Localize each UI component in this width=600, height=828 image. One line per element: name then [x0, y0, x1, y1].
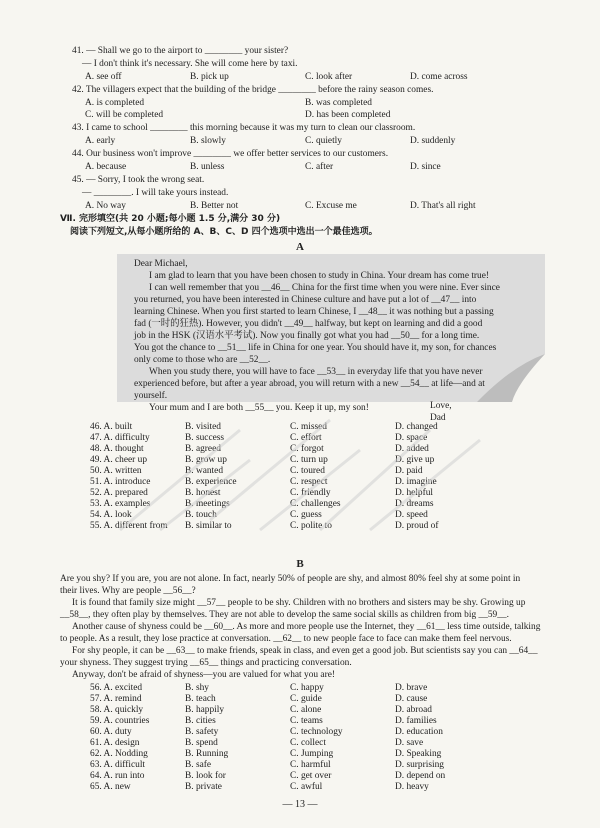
letter-line: When you study there, you will have to face __53__ in everyday life that you have never — [149, 367, 483, 377]
option: C. forgot — [290, 444, 324, 454]
option: D. changed — [395, 422, 438, 432]
option: A. is completed — [85, 98, 145, 108]
option: C. quietly — [305, 136, 342, 146]
option: D. heavy — [395, 782, 429, 792]
option: B. private — [185, 782, 222, 792]
option: 59. A. countries — [90, 716, 150, 726]
letter-line: experienced before, but after a year abroad, you will return with a new __54__ at life—and at — [134, 379, 485, 389]
option: D. Speaking — [395, 749, 442, 759]
option: 50. A. written — [90, 466, 142, 476]
option: C. technology — [290, 727, 343, 737]
passage-b-line: Anyway, don't be afraid of shyness—you are valued for what you are! — [72, 670, 335, 680]
passage-b-line: to people. As a result, they lose practice at conversation. __62__ to new people face to face can make them feel nervous. — [60, 634, 512, 644]
option: 48. A. thought — [90, 444, 144, 454]
option: D. give up — [395, 455, 435, 465]
option: B. grow up — [185, 455, 227, 465]
option: B. honest — [185, 488, 221, 498]
page-number: — 13 — — [282, 799, 318, 810]
letter-sign-dad: Dad — [430, 413, 446, 423]
option: D. abroad — [395, 705, 432, 715]
letter-box — [117, 254, 545, 402]
passage-b-line: your shyness. They suggest trying __65__ things and practicing conversation. — [60, 658, 352, 668]
letter-line: you returned, you have been interested in Chinese culture and have put a lot of __47__ into — [134, 295, 477, 305]
question-43-stem: 43. I came to school ________ this morning because it was my turn to clean our classroom. — [72, 123, 416, 133]
option: B. Better not — [190, 201, 239, 211]
option: B. Running — [185, 749, 229, 759]
option: 52. A. prepared — [90, 488, 148, 498]
option: B. safe — [185, 760, 212, 770]
option: B. shy — [185, 683, 209, 693]
option: C. toured — [290, 466, 325, 476]
letter-line: I can well remember that you __46__ China for the first time when you were nine. Ever since — [149, 283, 500, 293]
option: B. pick up — [190, 72, 229, 82]
option: B. touch — [185, 510, 217, 520]
option: B. unless — [190, 162, 225, 172]
option: 57. A. remind — [90, 694, 142, 704]
option: D. added — [395, 444, 429, 454]
option: C. effort — [290, 433, 322, 443]
passage-b-line: __58__, they often play by themselves. They are not able to develop the same social skills as children from big __59__. — [60, 610, 509, 620]
option: A. early — [85, 136, 116, 146]
passage-b-heading: B — [296, 558, 304, 570]
option: C. guess — [290, 510, 322, 520]
letter-line: You got the chance to __51__ life in China for one year. You should have it, my son, for chances — [134, 343, 497, 353]
option: 60. A. duty — [90, 727, 132, 737]
section-title: Ⅶ. 完形填空(共 20 小题;每小题 1.5 分,满分 30 分) — [60, 214, 281, 224]
option: D. helpful — [395, 488, 434, 498]
option: D. come across — [410, 72, 468, 82]
option: B. spend — [185, 738, 218, 748]
option: D. That's all right — [410, 201, 476, 211]
option: C. challenges — [290, 499, 341, 509]
option: C. missed — [290, 422, 327, 432]
letter-line: I am glad to learn that you have been chosen to study in China. Your dream has come true! — [149, 271, 490, 281]
passage-b-line: Another cause of shyness could be __60__. As more and more people use the Internet, they __61__ less time outside, talking — [72, 622, 541, 632]
option: C. alone — [290, 705, 322, 715]
passage-a-heading: A — [296, 241, 304, 253]
option: 54. A. look — [90, 510, 132, 520]
option: C. get over — [290, 771, 332, 781]
option: 62. A. Nodding — [90, 749, 148, 759]
passage-b-line: their lives. Why are people __56__? — [60, 586, 196, 596]
letter-line: only come to those who are __52__. — [134, 355, 271, 365]
option: 63. A. difficult — [90, 760, 146, 770]
option: D. space — [395, 433, 428, 443]
letter-greeting: Dear Michael, — [134, 259, 188, 269]
option: A. because — [85, 162, 127, 172]
option: C. will be completed — [85, 110, 164, 120]
option: C. Excuse me — [305, 201, 357, 211]
option: D. has been completed — [305, 110, 391, 120]
option: D. dreams — [395, 499, 434, 509]
letter-line: yourself. — [134, 391, 168, 401]
question-41-stem: 41. — Shall we go to the airport to ________ your sister? — [72, 46, 289, 56]
question-45-stem: 45. — Sorry, I took the wrong seat. — [72, 175, 205, 185]
option: D. proud of — [395, 521, 439, 531]
option: 49. A. cheer up — [90, 455, 148, 465]
question-44-stem: 44. Our business won't improve ________ we offer better services to our customers. — [72, 149, 389, 159]
option: B. success — [185, 433, 225, 443]
option: 58. A. quickly — [90, 705, 144, 715]
passage-b-line: It is found that family size might __57__ people to be shy. Children with no brothers and sisters may be shy. Growing up — [72, 598, 526, 608]
option: 51. A. introduce — [90, 477, 151, 487]
option: C. teams — [290, 716, 323, 726]
letter-line: job in the HSK (汉语水平考试). Now you finally got what you had __50__ for a long time. — [134, 331, 480, 341]
option: C. friendly — [290, 488, 331, 498]
option: D. since — [410, 162, 441, 172]
letter-sign-love: Love, — [430, 401, 452, 411]
option: C. happy — [290, 683, 324, 693]
option: B. happily — [185, 705, 225, 715]
question-42-stem: 42. The villagers expect that the building of the bridge ________ before the rainy season comes. — [72, 85, 434, 95]
option: B. was completed — [305, 98, 372, 108]
option: 64. A. run into — [90, 771, 145, 781]
option: D. families — [395, 716, 437, 726]
option: B. meetings — [185, 499, 230, 509]
passage-b-line: Are you shy? If you are, you are not alone. In fact, nearly 50% of people are shy, and almost 80% feel shy at some point in — [60, 574, 521, 584]
option: C. turn up — [290, 455, 328, 465]
question-45-stem2: — ________. I will take yours instead. — [82, 188, 229, 198]
option: D. cause — [395, 694, 428, 704]
option: 55. A. different from — [90, 521, 168, 531]
option: B. similar to — [185, 521, 232, 531]
option: D. imagine — [395, 477, 437, 487]
option: C. collect — [290, 738, 326, 748]
option: D. paid — [395, 466, 423, 476]
option: D. depend on — [395, 771, 446, 781]
option: C. Jumping — [290, 749, 334, 759]
letter-line: fad (一时的狂热). However, you didn't __49__ halfway, but kept on learning and did a good — [134, 319, 483, 329]
section-instructions: 阅读下列短文,从每小题所给的 A、B、C、D 四个选项中选出一个最佳选项。 — [70, 227, 378, 237]
option: C. respect — [290, 477, 328, 487]
question-41-stem2: — I don't think it's necessary. She will come here by taxi. — [82, 59, 298, 69]
passage-b-line: For shy people, it can be __63__ to make friends, speak in class, and even get a good job. But scientists say you can __64__ — [72, 646, 538, 656]
option: C. polite to — [290, 521, 332, 531]
option: C. look after — [305, 72, 353, 82]
option: C. awful — [290, 782, 323, 792]
option: D. suddenly — [410, 136, 456, 146]
option: 46. A. built — [90, 422, 133, 432]
option: B. agreed — [185, 444, 221, 454]
option: C. harmful — [290, 760, 331, 770]
option: 65. A. new — [90, 782, 131, 792]
option: B. wanted — [185, 466, 224, 476]
option: D. education — [395, 727, 443, 737]
letter-closing: Your mum and I are both __55__ you. Keep it up, my son! — [149, 403, 369, 413]
option: C. guide — [290, 694, 322, 704]
option: B. look for — [185, 771, 226, 781]
option: C. after — [305, 162, 334, 172]
option: B. cities — [185, 716, 216, 726]
option: B. teach — [185, 694, 216, 704]
option: B. slowly — [190, 136, 226, 146]
option: 47. A. difficulty — [90, 433, 150, 443]
option: 61. A. design — [90, 738, 140, 748]
option: D. save — [395, 738, 424, 748]
option: 56. A. excited — [90, 683, 143, 693]
option: D. surprising — [395, 760, 444, 770]
option: B. experience — [185, 477, 237, 487]
option: D. speed — [395, 510, 428, 520]
option: A. No way — [85, 201, 126, 211]
option: B. safety — [185, 727, 219, 737]
option: 53. A. examples — [90, 499, 151, 509]
letter-line: learning Chinese. When you first started to learn Chinese, I __48__ it was nothing but a passing — [134, 307, 494, 317]
option: D. brave — [395, 683, 428, 693]
option: A. see off — [85, 72, 122, 82]
option: B. visited — [185, 422, 221, 432]
